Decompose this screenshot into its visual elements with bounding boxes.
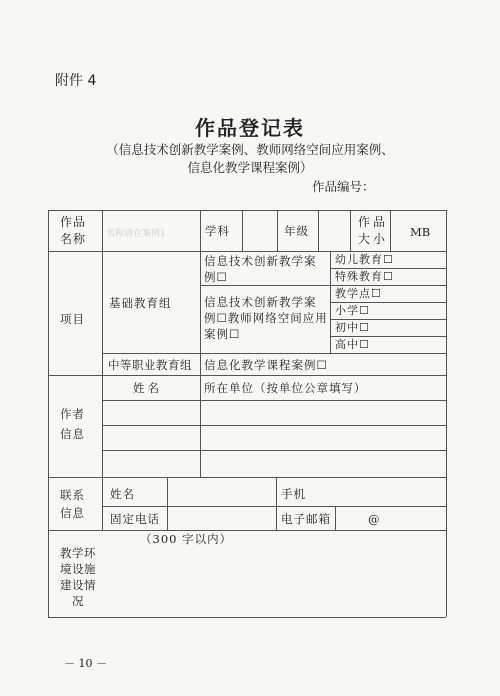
level-senior-high[interactable]: 高中☐ [335,338,370,351]
grid-line [200,285,446,286]
phone-input[interactable] [168,507,275,529]
author-unit-header: 所在单位（按单位公章填写） [204,381,367,395]
work-size-unit: MB [410,225,431,239]
grid-line [276,477,277,530]
option-tech-and-network[interactable]: 信息技术创新教学案例☐教师网络空间应用案例☐ [204,295,328,341]
level-primary[interactable]: 小学☐ [335,304,370,317]
grid-line [350,210,351,251]
grid-line [277,210,278,251]
annex-label: 附件 4 [55,73,97,89]
option-tech-innovation[interactable]: 信息技术创新教学案例☐ [204,254,317,284]
grid-line [48,210,49,617]
project-label: 项目 [60,312,85,326]
grid-line [330,251,331,353]
grid-line [102,210,103,530]
grid-line [102,400,446,401]
environment-hint: （300 字以内） [140,532,233,546]
level-kindergarten[interactable]: 幼儿教育☐ [335,253,394,266]
phone-label: 固定电话 [110,512,160,526]
email-at-sign: @ [368,512,381,526]
mobile-input[interactable] [336,478,445,505]
work-name-input[interactable]: 名称请在案例1 [106,229,166,239]
level-junior-high[interactable]: 初中☐ [335,321,370,334]
basic-education-group: 基础教育组 [109,296,172,310]
grade-input[interactable] [319,211,350,250]
grid-line [48,375,446,376]
grid-line [200,210,201,477]
grid-line [102,450,446,451]
level-teaching-point[interactable]: 教学点☐ [335,287,382,300]
mobile-label: 手机 [281,487,306,501]
subtitle-line-1: （信息技术创新教学案例、教师网络空间应用案例、 [106,142,394,157]
page-title: 作品登记表 [195,116,305,140]
subject-label: 学科 [205,224,230,238]
grid-line [390,210,391,251]
contact-name-input[interactable] [168,478,275,505]
grade-label: 年级 [284,224,309,238]
grid-line [102,425,446,426]
environment-input[interactable] [103,548,445,616]
grid-line [48,617,446,618]
contact-info-label: 联系信息 [60,488,85,520]
grid-line [48,530,446,531]
grid-line [335,506,336,530]
subject-input[interactable] [243,211,277,250]
grid-line [446,210,447,617]
email-label: 电子邮箱 [281,512,331,526]
environment-label: 教学环境设施建设情况 [60,546,96,608]
subtitle-line-2: 信息化教学课程案例） [187,160,313,175]
work-size-label: 作品大小 [358,215,389,246]
author-name-header: 姓名 [133,381,162,395]
contact-name-label: 姓名 [110,487,135,501]
work-name-label: 作品名称 [60,215,87,246]
author-info-label: 作者信息 [60,407,85,441]
option-teaching-course[interactable]: 信息化教学课程案例☐ [204,358,328,372]
grid-line [102,353,446,354]
vocational-education-group: 中等职业教育组 [108,358,192,372]
work-number-label: 作品编号： [312,179,375,194]
page-number: － 10 － [64,657,107,670]
level-special-education[interactable]: 特殊教育☐ [335,270,394,283]
